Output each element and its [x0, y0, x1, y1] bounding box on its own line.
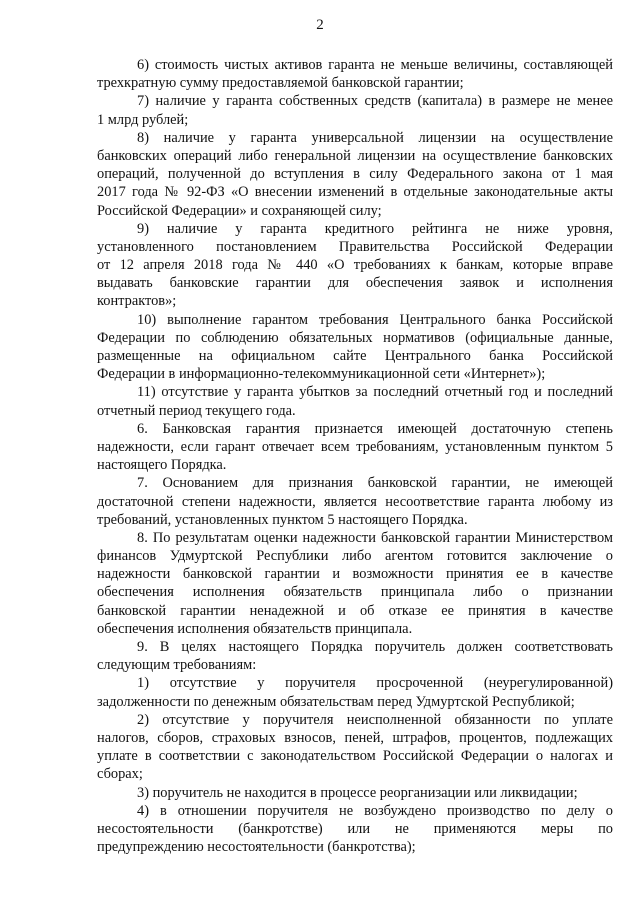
text-line: 7. Основанием для признания банковской гарантии, не имеющей — [137, 475, 613, 492]
text-line: уплате в соответствии с законодательством Российской Федерации о налогах и — [97, 748, 613, 765]
text-line: 4) в отношении поручителя не возбуждено производство по делу о — [137, 802, 613, 819]
text-line: контрактов»; — [97, 293, 177, 310]
text-line: 2) отсутствие у поручителя неисполненной обязанности по уплате — [137, 711, 613, 728]
text-line: обеспечения исполнения обязательств принципала либо о признании — [97, 584, 613, 601]
text-line: 10) выполнение гарантом требования Центрального банка Российской — [137, 311, 613, 328]
text-line: от 12 апреля 2018 года № 440 «О требованиях к банкам, которые вправе — [97, 257, 613, 274]
text-line: 3) поручитель не находится в процессе реорганизации или ликвидации; — [137, 784, 578, 801]
text-line: 2017 года № 92-ФЗ «О внесении изменений в отдельные законодательные акты — [97, 184, 613, 201]
text-line: следующим требованиям: — [97, 657, 257, 674]
page-number: 2 — [316, 17, 324, 33]
text-line: 9. В целях настоящего Порядка поручитель должен соответствовать — [137, 639, 613, 655]
text-line: банковской гарантии ненадежной и об отказе ее принятия в качестве — [97, 602, 613, 619]
text-line: финансов Удмуртской Республики либо агентом готовится заключение о — [97, 548, 613, 565]
text-line: Российской Федерации» и сохраняющей силу; — [97, 202, 382, 219]
text-line: предупреждению несостоятельности (банкротства); — [97, 839, 416, 856]
text-line: надежности, если гарант отвечает всем требованиям, установленным пунктом 5 — [97, 438, 613, 455]
text-line: 8. По результатам оценки надежности банковской гарантии Министерством — [137, 529, 613, 546]
text-line: операций, полученной до вступления в силу Федерального закона от 1 мая — [97, 166, 613, 183]
text-line: 1) отсутствие у поручителя просроченной (неурегулированной) — [137, 675, 613, 692]
text-line: 1 млрд рублей; — [97, 111, 189, 128]
text-line: несостоятельности (банкротстве) или не применяются меры по — [97, 820, 613, 837]
text-line: налогов, сборов, страховых взносов, пеней, штрафов, процентов, подлежащих — [97, 729, 613, 746]
text-line: Федерации по соблюдению обязательных нормативов (официальные данные, — [97, 329, 613, 346]
text-line: сборах; — [97, 766, 143, 783]
text-line: настоящего Порядка. — [97, 457, 227, 474]
text-line: обеспечения исполнения обязательств принципала. — [97, 620, 413, 637]
text-line: достаточной степени надежности, является несоответствие гаранта любому из — [97, 493, 613, 510]
text-line: задолженности по денежным обязательствам перед Удмуртской Республикой; — [97, 693, 575, 710]
text-line: 6) стоимость чистых активов гаранта не меньше величины, составляющей — [137, 57, 613, 73]
text-line: 11) отсутствие у гаранта убытков за последний отчетный год и последний — [137, 384, 613, 401]
text-line: надежности банковской гарантии и возможности принятия ее в качестве — [97, 566, 613, 583]
text-line: отчетный период текущего года. — [97, 402, 296, 419]
text-line: 6. Банковская гарантия признается имеющей достаточную степень — [137, 420, 613, 437]
text-line: трехкратную сумму предоставляемой банковской гарантии; — [97, 75, 464, 92]
text-line: Федерации в информационно-телекоммуникационной сети «Интернет»); — [97, 366, 546, 383]
text-line: выдавать банковские гарантии для обеспечения заявок и исполнения — [97, 275, 613, 292]
text-line: установленного постановлением Правительства Российской Федерации — [97, 238, 613, 255]
text-line: требований, установленных пунктом 5 настоящего Порядка. — [97, 511, 468, 528]
text-line: 8) наличие у гаранта универсальной лицензии на осуществление — [137, 129, 613, 146]
text-line: размещенные на официальном сайте Центрального банка Российской — [97, 348, 613, 364]
text-line: 7) наличие у гаранта собственных средств (капитала) в размере не менее — [137, 93, 613, 110]
document-body — [97, 56, 613, 856]
text-line: 9) наличие у гаранта кредитного рейтинга не ниже уровня, — [137, 220, 613, 237]
text-line: банковских операций либо генеральной лицензии на осуществление банковских — [97, 147, 613, 164]
